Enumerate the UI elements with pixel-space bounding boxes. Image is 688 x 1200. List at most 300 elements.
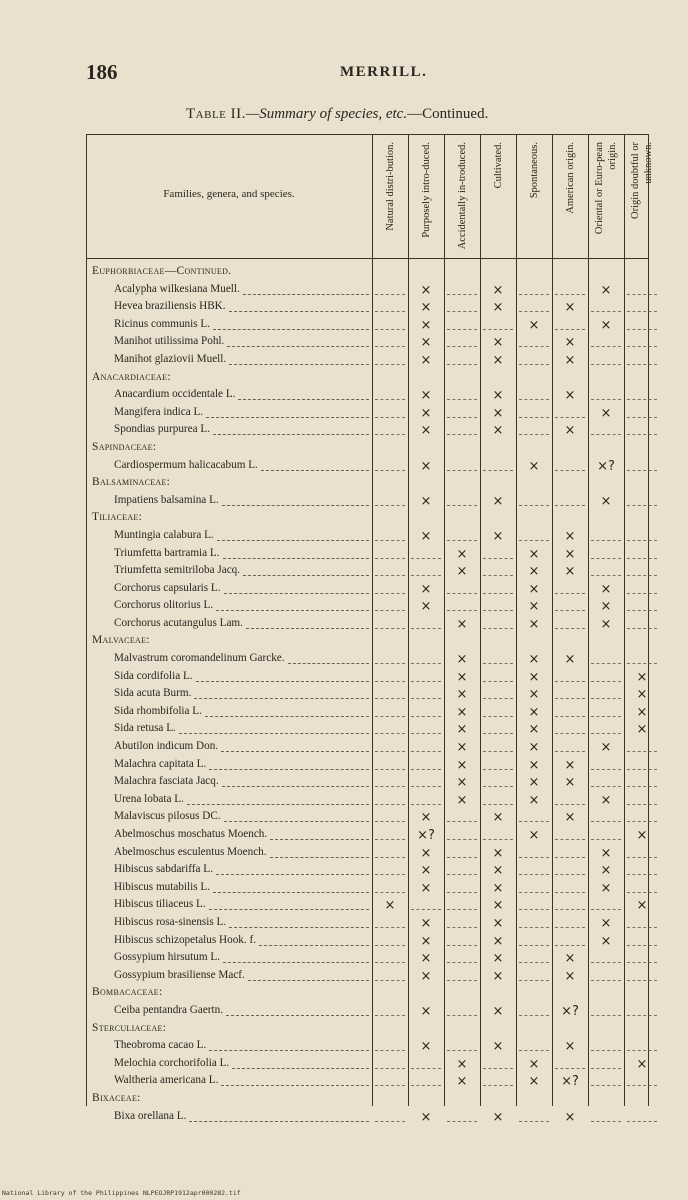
- empty-dash: [591, 1121, 621, 1122]
- table-cell: [372, 757, 408, 775]
- empty-dash: [375, 945, 405, 946]
- table-cell: [408, 915, 444, 933]
- species-name: Anacardium occidentale L.: [114, 388, 236, 401]
- table-cell: [444, 598, 480, 616]
- table-cell: [624, 739, 660, 757]
- table-cell: [444, 317, 480, 335]
- cross-mark: ×: [600, 915, 612, 931]
- cross-mark: ×: [492, 1003, 504, 1019]
- table-cell: [588, 862, 624, 880]
- leader-dots: [270, 839, 369, 840]
- empty-dash: [447, 962, 477, 963]
- table-cell: [624, 1056, 660, 1074]
- empty-dash: [483, 1068, 513, 1069]
- table-row: [86, 862, 648, 880]
- table-cell: [588, 1003, 624, 1021]
- table-cell: [444, 581, 480, 599]
- empty-dash: [375, 1121, 405, 1122]
- table-cell: [408, 563, 444, 581]
- empty-dash: [447, 470, 477, 471]
- table-cell: [516, 563, 552, 581]
- empty-dash: [591, 1050, 621, 1051]
- empty-dash: [627, 980, 657, 981]
- empty-dash: [591, 558, 621, 559]
- table-cell: [624, 563, 660, 581]
- empty-dash: [375, 892, 405, 893]
- table-cell: [408, 721, 444, 739]
- empty-dash: [375, 628, 405, 629]
- empty-dash: [519, 311, 549, 312]
- family-name: Anacardiaceae:: [92, 370, 171, 383]
- table-cell: [588, 458, 624, 476]
- table-cell: [552, 774, 588, 792]
- table-cell: [552, 299, 588, 317]
- cross-mark: ×: [456, 546, 468, 562]
- empty-dash: [447, 540, 477, 541]
- empty-dash: [591, 839, 621, 840]
- empty-dash: [519, 821, 549, 822]
- table-cell: [588, 915, 624, 933]
- species-name: Malachra fasciata Jacq.: [114, 775, 219, 788]
- table-row: [86, 598, 648, 616]
- table-cell: [444, 334, 480, 352]
- table-cell: [444, 651, 480, 669]
- empty-dash: [483, 1085, 513, 1086]
- table-cell: [372, 704, 408, 722]
- family-row: [86, 985, 648, 1003]
- empty-dash: [411, 733, 441, 734]
- empty-dash: [519, 857, 549, 858]
- cross-mark: ×: [600, 863, 612, 879]
- table-cell: [444, 528, 480, 546]
- table-cell: [372, 721, 408, 739]
- empty-dash: [591, 364, 621, 365]
- table-cell: [480, 897, 516, 915]
- table-cell: [408, 968, 444, 986]
- empty-dash: [519, 417, 549, 418]
- leader-dots: [179, 733, 369, 734]
- cross-mark: ×: [564, 968, 576, 984]
- cross-mark: ×: [456, 1056, 468, 1072]
- empty-dash: [627, 857, 657, 858]
- cross-mark: ×: [420, 1109, 432, 1125]
- table-cell: [480, 405, 516, 423]
- family-row: [86, 264, 648, 282]
- table-cell: [444, 739, 480, 757]
- table-cell: [588, 809, 624, 827]
- table-cell: [624, 721, 660, 739]
- family-name: Malvaceae:: [92, 634, 150, 647]
- cross-mark: ×: [456, 669, 468, 685]
- table-cell: [480, 1003, 516, 1021]
- table-cell: [588, 897, 624, 915]
- empty-dash: [627, 927, 657, 928]
- cross-mark: ×: [600, 933, 612, 949]
- table-cell: [408, 669, 444, 687]
- empty-dash: [627, 329, 657, 330]
- empty-dash: [375, 663, 405, 664]
- empty-dash: [591, 980, 621, 981]
- empty-dash: [375, 558, 405, 559]
- table-cell: [516, 422, 552, 440]
- table-cell: [480, 757, 516, 775]
- empty-dash: [627, 346, 657, 347]
- empty-dash: [375, 593, 405, 594]
- table-cell: [372, 616, 408, 634]
- table-row: [86, 387, 648, 405]
- table-cell: [516, 845, 552, 863]
- table-cell: [624, 493, 660, 511]
- cross-mark: ×: [492, 951, 504, 967]
- table-row: [86, 968, 648, 986]
- table-cell: [372, 598, 408, 616]
- empty-dash: [375, 329, 405, 330]
- table-cell: [516, 739, 552, 757]
- table-cell: [372, 405, 408, 423]
- empty-dash: [591, 716, 621, 717]
- empty-dash: [627, 769, 657, 770]
- empty-dash: [519, 434, 549, 435]
- table-row: [86, 299, 648, 317]
- species-name: Hibiscus schizopetalus Hook. f.: [114, 933, 256, 946]
- leader-dots: [229, 311, 369, 312]
- empty-dash: [627, 575, 657, 576]
- empty-dash: [627, 311, 657, 312]
- empty-dash: [375, 874, 405, 875]
- table-cell: [480, 581, 516, 599]
- table-cell: [372, 933, 408, 951]
- table-cell: [372, 493, 408, 511]
- cross-mark: ×: [564, 1039, 576, 1055]
- table-cell: [588, 317, 624, 335]
- table-cell: [588, 299, 624, 317]
- empty-dash: [519, 346, 549, 347]
- table-cell: [588, 845, 624, 863]
- empty-dash: [591, 1015, 621, 1016]
- cross-mark: ×: [564, 300, 576, 316]
- cross-mark: ×: [600, 282, 612, 298]
- table-cell: [408, 458, 444, 476]
- empty-dash: [555, 1068, 585, 1069]
- empty-dash: [411, 1085, 441, 1086]
- cross-mark: ×: [456, 722, 468, 738]
- table-cell: [516, 880, 552, 898]
- table-row: [86, 422, 648, 440]
- empty-dash: [519, 1121, 549, 1122]
- cross-mark: ×: [600, 405, 612, 421]
- cross-mark: ×: [636, 687, 648, 703]
- family-row: [86, 475, 648, 493]
- empty-dash: [411, 681, 441, 682]
- table-cell: [624, 1109, 660, 1127]
- cross-mark: ×: [636, 1056, 648, 1072]
- table-cell: [588, 405, 624, 423]
- empty-dash: [519, 962, 549, 963]
- table-cell: [480, 792, 516, 810]
- table-cell: [552, 1003, 588, 1021]
- leader-dots: [221, 1085, 369, 1086]
- table-cell: [516, 933, 552, 951]
- table-row: [86, 669, 648, 687]
- table-cell: [372, 563, 408, 581]
- empty-dash: [483, 558, 513, 559]
- table-cell: [516, 721, 552, 739]
- table-cell: [516, 651, 552, 669]
- species-name: Mangifera indica L.: [114, 405, 204, 418]
- table-cell: [624, 352, 660, 370]
- table-cell: [624, 827, 660, 845]
- empty-dash: [375, 839, 405, 840]
- table-cell: [372, 1038, 408, 1056]
- empty-dash: [555, 593, 585, 594]
- species-name: Urena lobata L.: [114, 792, 184, 805]
- cross-mark: ×: [420, 282, 432, 298]
- empty-dash: [627, 540, 657, 541]
- table-cell: [408, 334, 444, 352]
- cross-mark: ×: [528, 1074, 540, 1090]
- table-cell: [444, 493, 480, 511]
- empty-dash: [483, 610, 513, 611]
- species-name: Cardiospermum halicacabum L.: [114, 458, 258, 471]
- empty-dash: [483, 628, 513, 629]
- empty-dash: [375, 346, 405, 347]
- cross-mark: ×: [528, 652, 540, 668]
- empty-dash: [627, 434, 657, 435]
- empty-dash: [447, 364, 477, 365]
- empty-dash: [555, 857, 585, 858]
- empty-dash: [375, 786, 405, 787]
- table-row: [86, 950, 648, 968]
- empty-dash: [627, 663, 657, 664]
- species-name: Hibiscus rosa-sinensis L.: [114, 915, 227, 928]
- table-cell: [624, 405, 660, 423]
- cross-mark: ×: [528, 581, 540, 597]
- table-cell: [516, 405, 552, 423]
- empty-dash: [411, 804, 441, 805]
- table-cell: [372, 950, 408, 968]
- empty-dash: [519, 364, 549, 365]
- table-cell: [444, 704, 480, 722]
- cross-mark: ×: [492, 1039, 504, 1055]
- table-cell: [408, 1003, 444, 1021]
- cross-mark: ×: [528, 704, 540, 720]
- empty-dash: [375, 311, 405, 312]
- table-cell: [444, 1109, 480, 1127]
- leader-dots: [261, 470, 369, 471]
- table-cell: [624, 616, 660, 634]
- table-cell: [408, 880, 444, 898]
- table-cell: [480, 352, 516, 370]
- table-cell: [480, 721, 516, 739]
- table-cell: [516, 598, 552, 616]
- table-cell: [552, 1056, 588, 1074]
- empty-dash: [483, 839, 513, 840]
- table-cell: [552, 739, 588, 757]
- table-cell: [444, 422, 480, 440]
- leader-dots: [187, 804, 369, 805]
- table-cell: [624, 282, 660, 300]
- table-cell: [552, 933, 588, 951]
- table-cell: [372, 422, 408, 440]
- cross-mark: ×: [420, 915, 432, 931]
- table-cell: [372, 458, 408, 476]
- table-cell: [408, 651, 444, 669]
- empty-dash: [483, 716, 513, 717]
- table-cell: [372, 352, 408, 370]
- table-cell: [444, 862, 480, 880]
- empty-dash: [447, 329, 477, 330]
- cross-mark: ×: [420, 951, 432, 967]
- cross-mark: ×?: [597, 458, 615, 474]
- cross-mark: ×: [420, 493, 432, 509]
- table-cell: [372, 827, 408, 845]
- column-header: Cultivated.: [492, 142, 504, 189]
- empty-dash: [627, 1121, 657, 1122]
- table-cell: [552, 862, 588, 880]
- table-cell: [516, 968, 552, 986]
- empty-dash: [627, 786, 657, 787]
- leader-dots: [222, 505, 369, 506]
- empty-dash: [555, 681, 585, 682]
- empty-dash: [555, 716, 585, 717]
- empty-dash: [411, 786, 441, 787]
- table-cell: [408, 933, 444, 951]
- table-cell: [624, 581, 660, 599]
- table-cell: [444, 616, 480, 634]
- empty-dash: [411, 751, 441, 752]
- leader-dots: [243, 575, 369, 576]
- cross-mark: ×: [456, 775, 468, 791]
- leader-dots: [223, 558, 369, 559]
- table-cell: [408, 1073, 444, 1091]
- table-cell: [480, 915, 516, 933]
- cross-mark: ×: [564, 652, 576, 668]
- empty-dash: [447, 311, 477, 312]
- cross-mark: ×: [492, 968, 504, 984]
- table-cell: [408, 809, 444, 827]
- leader-dots: [223, 962, 369, 963]
- table-cell: [624, 809, 660, 827]
- cross-mark: ×: [384, 898, 396, 914]
- table-cell: [444, 1073, 480, 1091]
- table-cell: [552, 669, 588, 687]
- empty-dash: [483, 698, 513, 699]
- empty-dash: [555, 874, 585, 875]
- table-cell: [552, 950, 588, 968]
- table-cell: [444, 669, 480, 687]
- table-cell: [444, 809, 480, 827]
- table-cell: [588, 968, 624, 986]
- cross-mark: ×: [564, 388, 576, 404]
- empty-dash: [483, 470, 513, 471]
- empty-dash: [627, 294, 657, 295]
- cross-mark: ×: [600, 317, 612, 333]
- table-cell: [372, 282, 408, 300]
- table-cell: [408, 405, 444, 423]
- table-cell: [372, 809, 408, 827]
- table-row: [86, 493, 648, 511]
- table-cell: [588, 563, 624, 581]
- cross-mark: ×: [492, 423, 504, 439]
- table-cell: [552, 581, 588, 599]
- table-cell: [552, 387, 588, 405]
- table-cell: [588, 669, 624, 687]
- empty-dash: [411, 575, 441, 576]
- cross-mark: ×: [564, 951, 576, 967]
- cross-mark: ×: [492, 845, 504, 861]
- cross-mark: ×: [492, 898, 504, 914]
- empty-dash: [519, 874, 549, 875]
- table-cell: [516, 387, 552, 405]
- empty-dash: [591, 769, 621, 770]
- table-cell: [552, 721, 588, 739]
- table-row: [86, 1003, 648, 1021]
- empty-dash: [591, 663, 621, 664]
- table-cell: [480, 616, 516, 634]
- empty-dash: [447, 294, 477, 295]
- table-cell: [588, 774, 624, 792]
- leader-dots: [216, 610, 369, 611]
- table-cell: [480, 704, 516, 722]
- table-cell: [624, 546, 660, 564]
- empty-dash: [627, 892, 657, 893]
- table-cell: [372, 334, 408, 352]
- empty-dash: [555, 294, 585, 295]
- table-row: [86, 757, 648, 775]
- table-row: [86, 897, 648, 915]
- cross-mark: ×: [420, 352, 432, 368]
- table-cell: [588, 686, 624, 704]
- leader-dots: [243, 294, 369, 295]
- table-cell: [552, 405, 588, 423]
- empty-dash: [483, 593, 513, 594]
- table-cell: [552, 897, 588, 915]
- column-header: Purposely intro-duced.: [420, 142, 432, 238]
- table-row: [86, 563, 648, 581]
- table-cell: [552, 616, 588, 634]
- table-cell: [624, 862, 660, 880]
- table-row: [86, 1056, 648, 1074]
- empty-dash: [591, 399, 621, 400]
- cross-mark: ×: [636, 722, 648, 738]
- cross-mark: ×: [600, 493, 612, 509]
- leader-dots: [205, 716, 369, 717]
- empty-dash: [375, 962, 405, 963]
- cross-mark: ×: [528, 669, 540, 685]
- empty-dash: [519, 892, 549, 893]
- table-cell: [552, 792, 588, 810]
- species-name: Abutilon indicum Don.: [114, 740, 219, 753]
- table-cell: [372, 1109, 408, 1127]
- cross-mark: ×: [600, 581, 612, 597]
- table-row: [86, 774, 648, 792]
- table-cell: [552, 563, 588, 581]
- table-cell: [588, 1109, 624, 1127]
- table-cell: [444, 774, 480, 792]
- family-row: [86, 633, 648, 651]
- table-cell: [552, 968, 588, 986]
- table-cell: [588, 880, 624, 898]
- table-cell: [552, 1109, 588, 1127]
- empty-dash: [375, 769, 405, 770]
- species-name: Gossypium brasiliense Macf.: [114, 968, 245, 981]
- table-cell: [624, 968, 660, 986]
- cross-mark: ×: [528, 317, 540, 333]
- family-name: Bixaceae:: [92, 1091, 141, 1104]
- table-cell: [372, 299, 408, 317]
- table-cell: [516, 897, 552, 915]
- cross-mark: ×: [456, 704, 468, 720]
